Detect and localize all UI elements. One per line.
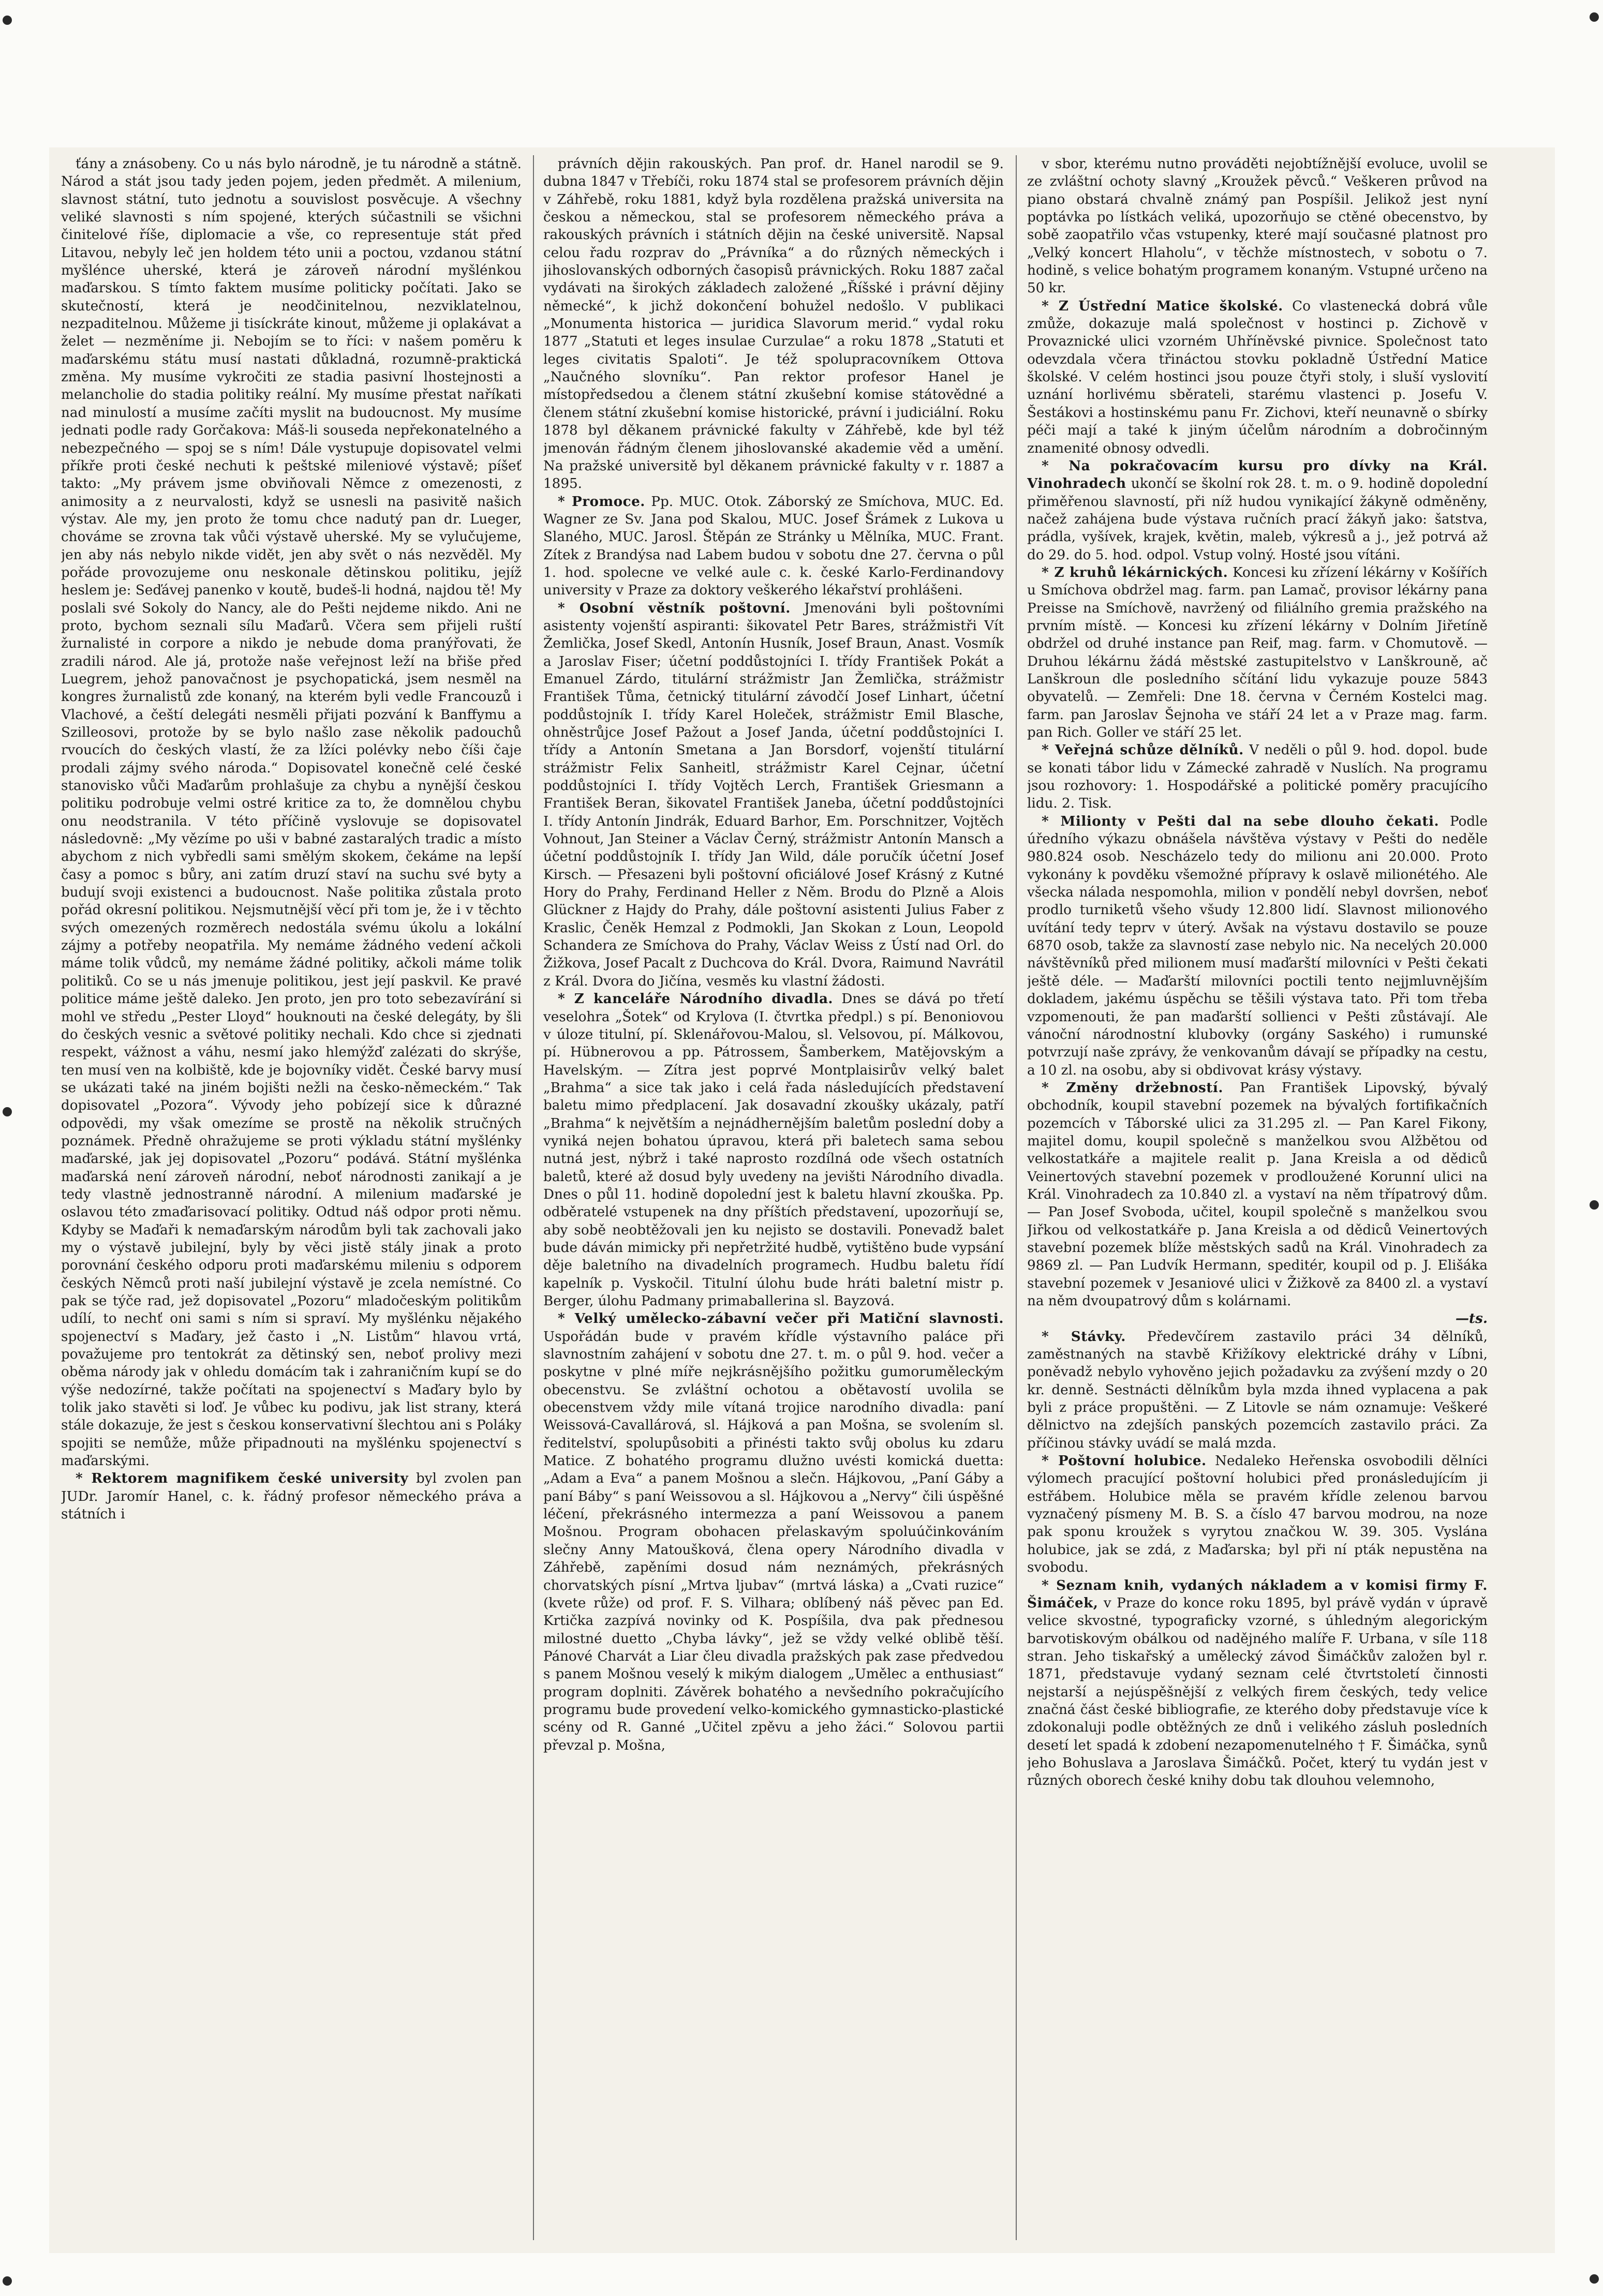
- article-paragraph: [543, 1310, 1004, 1754]
- article-text: v Praze do konce roku 1895, byl právě vydán v úpravě velice skvostné, typograficky vzorné, s úhledným alegorickým barvotiskovým obálkou od nadějného malíře F. Urbana, v síle 118 stran. Jeho tiskařský a umělecký závod Šimáčkův založen byl r. 1871, představuje vydaný seznam celé čtvrtstoletí činnosti nejstarší a nejúspěšnější z velkých firem českých, tedy velice značná část české bibliografie, ze kterého doby představuje více k zdokonaluji podle obtěžných ze dnů i velikého zásluh posledních desetí let spadá k zdobení nezapomenutelného † F. Šimáčka, synů jeho Bohuslava a Jaroslava Šimáčků. Počet, který tu vydán jest v různých oborech české knihy dobu tak dlouhou velemnoho,: [1027, 1595, 1488, 1789]
- column-3: [1027, 155, 1488, 2235]
- article-text: Předevčírem zastavilo práci 34 dělníků, zaměstnaných na stavbě Křižíkovy elektrické dráhy v Líbni, poněvadž nebylo vyhověno jejich požadavku za zvýšení mzdy o 20 kr. denně. Sestnácti dělníkům byla mzda ihned vyplacena a pak byli z práce propuštěni. — Z Litovle se nám oznamuje: Veškeré dělnictvo na zdejších panských pozemcích zastavilo práci. Za příčinou stávky uvádí se malá mzda.: [1027, 1329, 1488, 1451]
- article-heading: * Osobní věstník poštovní.: [558, 600, 791, 616]
- article-heading: * Velký umělecko-zábavní večer při Matiční slavnosti.: [558, 1310, 1004, 1327]
- article-text: Uspořádán bude v pravém křídle výstavního paláce při slavnostním zahájení v sobotu dne 27. t. m. o půl 9. hod. večer a poskytne v plné míře nejkrásnějšího požitku gumoruměleckým obecenstvu. Se zvláštní ochotou a obětavostí uvolila se obecenstvem vždy mile vítaná trojice narodního divadla: paní Weissová-Cavallárová, sl. Hájková a pan Mošna, se svolením sl. ředitelství, spolupůsobiti a přinésti takto svůj obolus ku zdaru Matice. Z bohatého programu dlužno uvésti komická duetta: „Adam a Eva“ a panem Mošnou a slečn. Hájkovou, „Paní Gáby a paní Báby“ s paní Weissovou a sl. Hájkovou a „Nervy“ čili úspěšné léčení, překrásného intermezza a paní Weissovou a panem Mošnou. Program obohacen přelaskavým spoluúčinkováním slečny Anny Matoušková, člena opery Národního divadla v Záhřebě, zapěními dosud nám neznámých, překrásných chorvatských písní „Mrtva ljubav“ (mrtvá láska) a „Cvati ruzice“ (kvete růže) od prof. F. S. Vilhara; oblíbený náš pěvec pan Ed. Krtička zazpívá novinky od K. Pospíšila, dva pak přednesou milostné duetto „Chyba lávky“, jež se vždy velké oblibě těší. Pánové Charvát a Liar čleu divadla pražských pak zase předvedou s panem Mošnou veselý k mikým dialogem „Umělec a enthusiast“ program doplniti. Závěrek bohatého a nevšedního pokračujícího programu bude provedení velko-komického gymnasticko-plastické scény od R. Ganné „Učitel zpěvu a jeho žáci.“ Solovou partii převzal p. Mošna,: [543, 1329, 1004, 1753]
- article-paragraph: [543, 990, 1004, 1310]
- article-heading: * Změny držebností.: [1042, 1079, 1223, 1096]
- article-text: byl zvolen pan JUDr. Jaromír Hanel, c. k. řádný profesor německého práva a státních i: [61, 1471, 522, 1523]
- article-heading: * Milionty v Pešti dal na sebe dlouho čekati.: [1042, 813, 1439, 829]
- article-text: Nedaleko Heřenska osvobodili dělníci výlomech pracující poštovní holubici před pronásledujícím ji estřábem. Holubice měla se pravém křídle zelenou barvou vyznačený písmeny M. B. S. a číslo 47 barvou modrou, na noze pak sponu kroužek s vyrytou značkou W. 39. 305. Vyslána holubice, jak se zdá, z Maďarska; byl při ní pták nepustěna na svobodu.: [1027, 1453, 1488, 1576]
- scan-hole-icon: [1590, 1200, 1599, 1210]
- article-heading: * Z kruhů lékárnických.: [1042, 564, 1228, 580]
- article-paragraph: [1027, 564, 1488, 741]
- article-text: ťány a znásobeny. Co u nás bylo národně, je tu národně a státně. Národ a stát jsou tady jeden pojem, jeden předmět. A milenium, slavnost státní, tuto jednotu a souvislost posvěcuje. A všechny veliké slavnosti s ním spojené, kterých súčastnili se všichni činitelové říše, diplomacie a vše, co representuje stát před Litavou, nebyly leč jen holdem této unii a poctou, vzdanou státní myšlénce uherské, která je zároveň národní myšlénkou maďarskou. S tímto faktem musíme politicky počítati. Jako se skutečností, která je neodčinitelnou, nezviklatelnou, nezpaditelnou. Můžeme ji tisíckráte kinout, můžeme ji oplakávat a želet — nezměníme ji. Nebojím se to říci: v našem poměru k maďarskému státu musí nastati důkladná, rozumně-praktická změna. My musíme vykročiti ze stadia pasivní lhostejnosti a melancholie do stadia politiky reální. My musíme přestat naříkati nad minulostí a musíme začíti myslit na budoucnost. My musíme jednati podle rady Gorčakova: Máš-li souseda nepřekonatelného a nebezpečného — spoj se s ním! Dále vystupuje dopisovatel velmi příkře proti české nechuti k peštské mileniové výstavě; píšeť takto: „My právem jsme obviňovali Němce z omezenosti, z animosity a z neurvalosti, když se usnesli na pasivitě našich výstav. Ale my, jen proto že tomu chce nadutý pan dr. Lueger, chováme se zrovna tak vůči výstavě uherské. My se vylučujeme, jen aby nás nebylo nikde vidět, jen aby svět o nás nezvěděl. My pořáde provozujeme onu neskonale dětinskou politiku, jejíž heslem je: Seďávej panenko v koutě, budeš-li hodná, najdou tě! My poslali své Sokoly do Nancy, ale do Pešti nejdeme nikdo. Ani ne proto, bychom seznali sílu Maďarů. Včera sem přijeli ruští žurnalisté in corpore a nikdo je nebude doma pranýřovati, že zradili národ. Ale já, protože naše veřejnost leží na břiše před Luegrem, jehož panovačnost je psychopatická, jsem nesměl na kongres žurnalistů zde konaný, na kterém byli vedle Francouzů i Vlachové, a čeští delegáti nesměli přijati pozvání k Banffymu a Szilleosovi, protože by se bylo našlo zase několik padouchů rvoucích do českých vlastí, že za lžíci polévky nebo číši čaje prodali zájmy svého národa.“ Dopisovatel konečně celé české stanovisko vůči Maďarům prohlašuje za chybu a nynější českou politiku podrobuje velmi ostré kritice za to, že domnělou chybu onu neodstranila. V této příčině vyslovuje se dopisovatel následovně: „My vězíme po uši v babné zastaralých tradic a místo abychom z nich vybředli sami smělým skokem, čekáme na lepší časy a pomoc s bůry, ani zatím druzí staví na suchu své byty a budují svoji existenci a budoucnost. Naše politika zůstala proto pořád okresní politikou. Nejsmutnější věcí při tom je, že i v těchto svých omezených rozměrech nedostála svému úkolu a lokální zájmy a potřeby neopatřila. My nemáme žádného vedení ačkoli máme tolik vůdců, my nemáme žádné politiky, ačkoli máme tolik politiků. Co se u nás jmenuje politikou, jest její paskvil. Ke pravé politice máme ještě daleko. Jen proto, jen pro toto sebezavírání si mohl ve středu „Pester Lloyd“ houknouti na české delegáty, by šli do českých vesnic a světové politiky nechali. Kdo chce si zjednati respekt, vážnost a váhu, nesmí jako hlemýžď zalézati do skrýše, ten musí ven na kolbiště, kde je bojovníky vidět. České barvy musí se ukázati také na jiném bojišti nežli na česko-německém.“ Tak dopisovatel „Pozora“. Vývody jeho pobízejí sice k důrazné odpovědi, my však omezíme se prostě na několik stručných poznámek. Předně ohražujeme se proti výkladu státní myšlénky maďarské, jak jej dopisovatel „Pozoru“ podává. Státní myšlénka maďarská není zároveň národní, neboť národnosti zanikají a je tedy vlastně jednostranně národní. A milenium maďarské je oslavou této zmaďarisovací politiky. Odtud náš odpor proti němu. Kdyby se Maďaři k nemaďarským národům byli tak zachovali jako my o výstavě jubilejní, byly by věci jistě stály jinak a proto porovnání českého odporu proti maďarskému mileniu s odporem českých Němců proti naší jubilejní výstavě je zcela nemístné. Co pak se týče rad, jež dopisovatel „Pozoru“ mladočeským politikům udílí, to nechť oni sami s ním si spraví. My myšlénku nějakého spojenectví s Maďary, jež často i „N. Listům“ hlavou vrtá, považujeme pro tentokrát za dětinský sen, neboť prolivy mezi oběma národy jak v ohledu domácím tak i zahraničním kupí se do výše nedozírné, takže počítati na spojenectví s Maďary bylo by tolik jako stavěti si loď. Je vůbec ku podivu, jak list strany, která stále dokazuje, že jest s českou konservativní šlechtou ani s Poláky spojiti se nemůže, může připadnouti na myšlénku spojenectví s maďarskými.: [61, 156, 522, 1469]
- article-text: Podle úředního výkazu obnášela návštěva výstavy v Pešti do neděle 980.824 osob. Nescházelo tedy do milionu ani 20.000. Proto vykonány k povděku všemožné přípravy k oslavě milionétého. Ale všecka nálada nespomohla, milion v pondělí nebyl dovršen, neboť prodlo turniketů všeho všudy 12.800 lidí. Slavnost milionového uvítání tedy teprv v úterý. Avšak na výstavu dostavilo se pouze 6870 osob, takže za slavností zase nebylo nic. Na necelých 20.000 návštěvníků před milionem musí maďarští milovníci v Pešti čekati ještě déle. — Maďarští milovníci poctili tento nejjmluvnějším dokladem, jakému úspěchu se těšili výstava tato. Při tom třeba vzpomenouti, že pan maďarští sollienci v Pešti zůstávají. Ale vánoční národnostní klubovky (orgány Saského) i rumunské potvrzují naše zprávy, že venkovanům dávají se případky na cestu, a 10 zl. na osobu, aby si obdivovat krásy výstavy.: [1027, 813, 1488, 1078]
- article-heading: * Z Ústřední Matice školské.: [1042, 297, 1283, 314]
- article-heading: * Stávky.: [1042, 1328, 1126, 1345]
- article-heading: * Promoce.: [558, 493, 645, 510]
- article-paragraph: [1027, 813, 1488, 1079]
- article-heading: * Seznam knih, vydaných nákladem a v komisi firmy F. Šimáček,: [1027, 1577, 1488, 1611]
- article-heading: * Rektorem magnifikem české university: [76, 1470, 409, 1487]
- column-1: [61, 155, 522, 2235]
- scan-hole-icon: [3, 16, 12, 25]
- article-paragraph: [543, 493, 1004, 600]
- scan-hole-icon: [3, 2276, 12, 2286]
- author-signature: —ts.: [1455, 1310, 1488, 1327]
- column-rule: [1016, 155, 1017, 2240]
- article-paragraph: [1027, 1452, 1488, 1576]
- scan-hole-icon: [3, 1107, 12, 1116]
- article-text: Koncesi ku zřízení lékárny v Košířích u Smíchova obdržel mag. farm. pan Lamač, provisor lékárny pana Preisse na Smíchově, navržený od filiálního gremia pražského na prvním místě. — Koncesi ku zřízení lékárny v Dolním Jiřetíně obdržel od druhé instance pan Reif, mag. farm. v Chomutově. — Druhou lékárnu žádá městské zastupitelstvo v Lanškrouně, ač Lanškroun dle posledního sčítání lidu vykazuje pouze 5843 obyvatelů. — Zemřeli: Dne 18. června v Černém Kostelci mag. farm. pan Jaroslav Šejnoha ve stáří 24 let a v Praze mag. farm. pan Rich. Goller ve stáří 25 let.: [1027, 564, 1488, 740]
- article-paragraph: [1027, 741, 1488, 812]
- article-text: V neděli o půl 9. hod. dopol. bude se konati tábor lidu v Zámecké zahradě v Nuslích. Na programu jsou rozhovory: 1. Hospodářské a politické poměry pracujícího lidu. 2. Tisk.: [1027, 742, 1488, 812]
- article-paragraph: [1027, 297, 1488, 457]
- article-text: Co vlastenecká dobrá vůle zmůže, dokazuje malá společnost v hostinci p. Zichově v Provaznické ulici vzorném Uhříněvské pivnice. Společnost tato odevzdala včera třináctou stovku pokladně Ústřední Matice školské. V celém hostinci jsou pouze čtyři stoly, i sluší vyslovití uznání horlivému sběrateli, starému vlastenci p. Josefu V. Šestákovi a hostinskému panu Fr. Zichovi, kteří neunavně o sbírky péči mají a také k jiným účelům národním a dobročinným znamenité obnosy odvedli.: [1027, 298, 1488, 456]
- scan-hole-icon: [1590, 12, 1599, 22]
- article-text: Pp. MUC. Otok. Záborský ze Smíchova, MUC. Ed. Wagner ze Sv. Jana pod Skalou, MUC. Josef Šrámek z Lukova u Slaného, MUC. Jarosl. Štěpán ze Stránky u Mělníka, MUC. Frant. Zítek z Brandýsa nad Labem budou v sobotu dne 27. června o půl 1. hod. spolecne ve velké aule c. k. české Karlo-Ferdinandovy university v Praze za doktory veškerého lékařství prohlášeni.: [543, 494, 1004, 599]
- article-paragraph: [543, 600, 1004, 991]
- scan-hole-icon: [1590, 2274, 1599, 2284]
- column-rule: [533, 155, 534, 2240]
- article-text: Jmenováni byli poštovními asistenty vojenští aspiranti: šikovatel Petr Bares, strážmistři Vít Žemlička, Josef Skedl, Antonín Husník, Josef Braun, Anast. Vosmík a Jaroslav Fiser; účetní poddůstojníci I. třídy František Pokát a Emanuel Zárdo, titulární strážmistr Jan Žemlička, strážmistr František Tůma, četnický titulární závodčí Josef Linhart, účetní poddůstojník I. třídy Karel Holeček, strážmistr Emil Blasche, ohněstrůjce Josef Pažout a Josef Janda, účetní poddůstojníci I. třídy a Antonín Smetana a Jan Borsdorf, vojenští titulární strážmistr Felix Sanheitl, strážmistr Karel Cejnar, účetní poddůstojníci I. třídy Vojtěch Lerch, František Griesmann a František Beran, šikovatel František Janeba, účetní poddůstojníci I. třídy Antonín Jindrák, Eduard Barhor, Em. Porschnitzer, Vojtěch Vohnout, Jan Steiner a Václav Černý, strážmistr Antonín Mansch a účetní poddůstojník I. třídy Jan Wild, dále poručík účetní Josef Kirsch. — Přesazeni byli poštovní oficiálové Josef Krásný z Kutné Hory do Prahy, Ferdinand Heller z Něm. Brodu do Plzně a Alois Glückner z Hajdy do Prahy, dále poštovní asistenti Julius Faber z Kraslic, Čeněk Hemzal z Podmokli, Jan Skokan z Loun, Leopold Schandera ze Smíchova do Prahy, Václav Weiss z Ústí nad Orl. do Žižkova, Josef Pacalt z Duchcova do Král. Dvora, Raimund Navrátil z Král. Dvora do Jičína, vesměs ku vlastní žádosti.: [543, 600, 1004, 989]
- article-paragraph: [1027, 1328, 1488, 1452]
- article-heading: * Veřejná schůze dělníků.: [1042, 742, 1244, 758]
- article-text: v sbor, kterému nutno prováděti nejobtížnější evoluce, uvolil se ze zvláštní ochoty slavný „Kroužek pěvců.“ Veškeren průvod na piano obstará chvalně známý pan Pospíšil. Jelikož jest nyní poptávka po lístkách veliká, upozorňujo se ctěné obecenstvo, by sobě zaopatřilo včas vstupenky, které mají současné platnost pro „Velký koncert Hlaholu“, v těchže místnostech, v sobotu o 7. hodině, s velice bohatým programem konaným. Vstupné určeno na 50 kr.: [1027, 156, 1488, 296]
- article-heading: * Z kanceláře Národního divadla.: [558, 991, 834, 1007]
- article-paragraph: [1027, 1079, 1488, 1310]
- article-text: ukončí se školní rok 28. t. m. o 9. hodině dopolední přiměřenou slavností, při níž hudou vynikající žákyně odměněny, načež zahájena bude výstava ručních prací žákyň jako: šatstva, prádla, vyšívek, krajek, květin, maleb, výkresů a j., jež potrvá až do 29. do 5. hod. odpol. Vstup volný. Hosté jsou vítáni.: [1027, 476, 1488, 563]
- article-paragraph: [61, 1470, 522, 1523]
- article-text: Pan František Lipovský, bývalý obchodník, koupil stavební pozemek na bývalých fortifikačních pozemcích v Táborské ulici za 31.295 zl. — Pan Karel Fikony, majitel domu, koupil společně s manželkou svou Alžbětou od velkostatkáře a majitele realit p. Jana Kreisla a od dědiců Veinertových stavební pozemek v prodloužené Korunní ulici na Král. Vinohradech za 10.840 zl. a vystaví na něm třípatrový dům. — Pan Josef Svoboda, učitel, koupil společně s manželkou svou Jiřkou od velkostatkáře p. Jana Kreisla a od dědiců Veinertových stavební pozemek blíže městských sadů na Král. Vinohradech za 9869 zl. — Pan Ludvík Hermann, speditér, koupil od p. J. Elišáka stavební pozemek v Jesaniové ulici v Žižkově za 8400 zl. a vystaví na něm dvoupatrový dům s kolárnami.: [1027, 1080, 1488, 1309]
- article-text: Dnes se dává po třetí veselohra „Šotek“ od Krylova (I. čtvrtka předpl.) s pí. Benoniovou v úloze titulní, pí. Sklenářovou-Malou, sl. Velsovou, pí. Málkovou, pí. Hübnerovou a pp. Pátrossem, Šamberkem, Matějovským a Havelským. — Zítra jest poprvé Montplaisirův velký balet „Brahma“ a sice tak jako i celá řada následujících představení baletu mimo předplacení. Jak dosavadní zkoušky ukázaly, patří „Brahma“ k největším a nejnádhernějším baletům poslední doby a vyniká nejen bohatou úpravou, která při baletech sama sebou nutná jest, nýbrž i také naprosto rozdílná ode všech ostatních baletů, které až dosud byly uvedeny na jevišti Národního divadla. Dnes o půl 11. hodině dopolední jest k baletu hlavní zkouška. Pp. odběratelé vstupenek na dny příštích představení, upozorňují se, aby sobě neobtěžovali jen ku nejisto se dostavili. Ponevadž balet bude dáván mimicky při nepřetržité hudbě, vytištěno bude vypsání děje baletního na divadelních programech. Hudbu baletu řídí kapelník p. Vyskočil. Titulní úlohu bude hráti baletní mistr p. Berger, úlohu Padmany primaballerina sl. Bayzová.: [543, 991, 1004, 1309]
- article-heading: * Poštovní holubice.: [1042, 1453, 1207, 1469]
- article-paragraph: [1027, 1577, 1488, 1790]
- article-heading: * Na pokračovacím kursu pro dívky na Král. Vinohradech: [1027, 457, 1488, 492]
- article-text: právních dějin rakouských. Pan prof. dr. Hanel narodil se 9. dubna 1847 v Třebíči, roku 1874 stal se profesorem právních dějin v Záhřebě, roku 1881, když byla rozdělena pražská universita na českou a německou, stal se profesorem německého práva a rakouských právních i státních dějin na české universitě. Napsal celou řadu rozprav do „Právníka“ a do různých německých i jihoslovanských odborných časopisů právnických. Roku 1887 začal vydávati na širokých základech založené „Říšské i právní dějiny německé“, k jichž dokončení bohužel nedošlo. V publikaci „Monumenta historica — juridica Slavorum merid.“ vydal roku 1877 „Statuti et leges insulae Curzulae“ a roku 1878 „Statuti et leges civitatis Spaloti“. Je též spolupracovníkem Ottova „Naučného slovníku“. Pan rektor profesor Hanel je místopředsedou a členem státní zkušební komise státovědné a členem státní zkušební komise historické, právní i judiciální. Roku 1878 byl děkanem právnické fakulty v Záhřebě, kde byl též jmenován řádným členem jihoslovanské akademie věd a umění. Na pražské universitě byl děkanem právnické fakulty v r. 1887 a 1895.: [543, 156, 1004, 492]
- column-2: [543, 155, 1004, 2235]
- article-paragraph: [1027, 457, 1488, 564]
